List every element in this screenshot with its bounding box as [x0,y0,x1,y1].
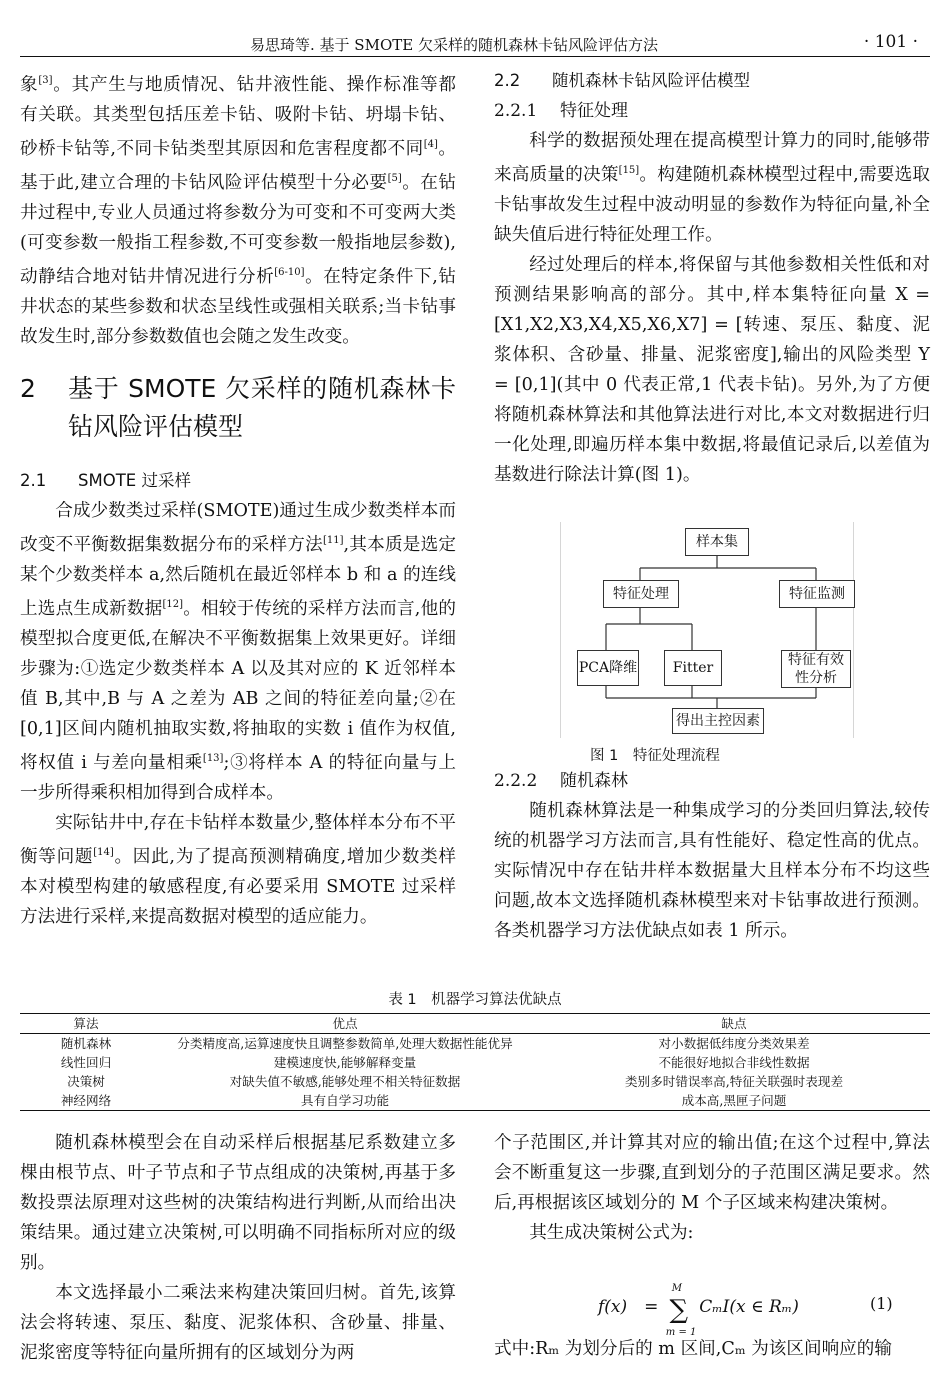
right-column-top [494,66,930,490]
section-number: 2 [20,374,36,403]
running-header [20,26,930,57]
figure-1-flowchart [560,522,854,738]
table-row: 线性回归 建模速度快,能够解释变量 不能很好地拟合非线性数据 [60,1055,810,1070]
subsubsection-heading: 2.2.1 特征处理 [494,101,628,121]
paragraph: 合成少数类过采样(SMOTE)通过生成少数类样本而改变不平衡数据集数据分布的采样方法[11],其本质是选定某个少数类样本 a,然后随机在最近邻样本 b 和 a 的连线上选点生成新数据[12]。相较于传统的采样方法而言,他的模型拟合度更低,在解决不平衡数据集上效果更好。详细步骤为:①选定少数类样本 A 以及其对应的 K 近邻样本值 B,其中,B 与 A 之差为 AB 之间的特征差向量;②在[0,1]区间内随机抽取实数,将抽取的实数 i 值作为权值,将权值 i 与差向量相乘[13];③将样本 A 的特征向量与上一步所得乘积相加得到合成样本。 [20,501,456,803]
figure-caption: 图 1 特征处理流程 [590,748,720,764]
paragraph: 随机森林算法是一种集成学习的分类回归算法,较传统的机器学习方法而言,具有性能好、稳定性高的优点。实际情况中存在钻井样本数据量大且样本分布不均这些问题,故本文选择随机森林模型来对卡钻事故进行预测。各类机器学习方法优缺点如表 1 所示。 [494,801,930,941]
paragraph: 式中:Rₘ 为划分后的 m 区间,Cₘ 为该区间响应的输 [494,1339,892,1359]
citation: [14] [93,847,114,858]
subsection-heading: 2.2 随机森林卡钻风险评估模型 [494,71,750,90]
citation: [3] [38,75,53,86]
column-header: 算法 [73,1016,99,1031]
equation-number: (1) [870,1294,893,1313]
node-sample-set: 样本集 [685,528,749,556]
subsection-heading: 2.1 SMOTE 过采样 [20,471,191,490]
node-result: 得出主控因素 [672,708,764,734]
subsubsection-heading: 2.2.2 随机森林 [494,771,628,791]
citation: [11] [322,535,344,546]
citation: [4] [423,139,438,150]
page-number: · 101 · [863,32,918,52]
citation: [13] [202,753,224,764]
citation: [15] [618,165,640,176]
column-header: 优点 [332,1016,358,1031]
right-column-bottom [494,1128,930,1248]
paragraph: 随机森林模型会在自动采样后根据基尼系数建立多棵由根节点、叶子节点和子节点组成的决策树,再基于多数投票法原理对这些树的决策结构进行判断,从而给出决策结果。通过建立决策树,可以明确不同指标所对应的级别。 [20,1133,456,1273]
table-row: 决策树 对缺失值不敏感,能够处理不相关特征数据 类别多时错误率高,特征关联强时表现差 [67,1074,844,1089]
column-header: 缺点 [721,1016,747,1031]
right-column-end [494,1334,930,1364]
paragraph: 象[3]。其产生与地质情况、钻井液性能、操作标准等都有关联。其类型包括压差卡钻、吸附卡钻、坍塌卡钻、砂桥卡钻等,不同卡钻类型其原因和危害程度都不同[4]。基于此,建立合理的卡钻风险评估模型十分必要[5]。在钻井过程中,专业人员通过将参数分为可变和不可变两大类(可变参数一般指工程参数,不可变参数一般指地层参数),动静结合地对钻井情况进行分析[6-10]。在特定条件下,钻井状态的某些参数和状态呈线性或强相关联系;当卡钻事故发生时,部分参数数值也会随之发生改变。 [20,75,456,347]
paragraph: 科学的数据预处理在提高模型计算力的同时,能够带来高质量的决策[15]。构建随机森林模型过程中,需要选取卡钻事故发生过程中波动明显的参数作为特征向量,补全缺失值后进行特征处理工作。 [494,131,930,245]
table-row: 随机森林 分类精度高,运算速度快且调整参数简单,处理大数据性能优异 对小数据低纬度分类效果差 [60,1036,810,1051]
node-feature-processing: 特征处理 [603,580,679,608]
paragraph: 经过处理后的样本,将保留与其他参数相关性低和对预测结果影响高的部分。其中,样本集特征向量 X = [X1,X2,X3,X4,X5,X6,X7] = [转速、泵压、黏度、泥浆体积、含砂量、排量、泥浆密度],输出的风险类型 Y = [0,1](其中 0 代表正常,1 代表卡钻)。另外,为了方便将随机森林算法和其他算法进行对比,本文对数据进行归一化处理,即遍历样本集中数据,将最值记录后,以差值为基数进行除法计算(图 1)。 [494,255,930,485]
paragraph: 本文选择最小二乘法来构建决策回归树。首先,该算法会将转速、泵压、黏度、泥浆体积、含砂量、排量、泥浆密度等特征向量所拥有的区域划分为两 [20,1283,456,1363]
paragraph: 其生成决策树公式为: [529,1223,694,1243]
citation: [12] [162,599,184,610]
citation: [6-10] [274,267,305,278]
right-column-middle [494,766,930,946]
section-title: 基于 SMOTE 欠采样的随机森林卡钻风险评估模型 [68,374,456,441]
paragraph: 实际钻井中,存在卡钻样本数量少,整体样本分布不平衡等问题[14]。因此,为了提高预测精确度,增加少数类样本对模型构建的敏感程度,有必要采用 SMOTE 过采样方法进行采样,来提高数据对模型的适应能力。 [20,813,456,927]
equation-rhs: CₘI(x ∈ Rₘ) [699,1297,799,1317]
section-heading [20,370,456,446]
citation: [5] [387,173,402,184]
node-pca: PCA降维 [577,650,639,686]
header-title: 易思琦等. 基于 SMOTE 欠采样的随机森林卡钻风险评估方法 [250,36,658,54]
left-column-bottom [20,1128,456,1368]
table-1 [20,1013,930,1111]
table-row: 神经网络 具有自学习功能 成本高,黑匣子问题 [20,1091,930,1111]
left-column-top [20,66,456,932]
table-header-row [20,1014,930,1034]
paragraph: 个子范围区,并计算其对应的输出值;在这个过程中,算法会不断重复这一步骤,直到划分的子范围区满足要求。然后,再根据该区域划分的 M 个子区域来构建决策树。 [494,1133,930,1213]
node-feature-monitoring: 特征监测 [779,580,855,608]
node-fitter: Fitter [664,650,722,686]
equation-lhs: f(x) = [598,1297,659,1317]
equation-1 [598,1283,799,1338]
table-caption: 表 1 机器学习算法优缺点 [388,992,562,1008]
summation-sign: ∑ M m = 1 [665,1283,697,1338]
node-feature-effectiveness: 特征有效性分析 [781,650,851,688]
